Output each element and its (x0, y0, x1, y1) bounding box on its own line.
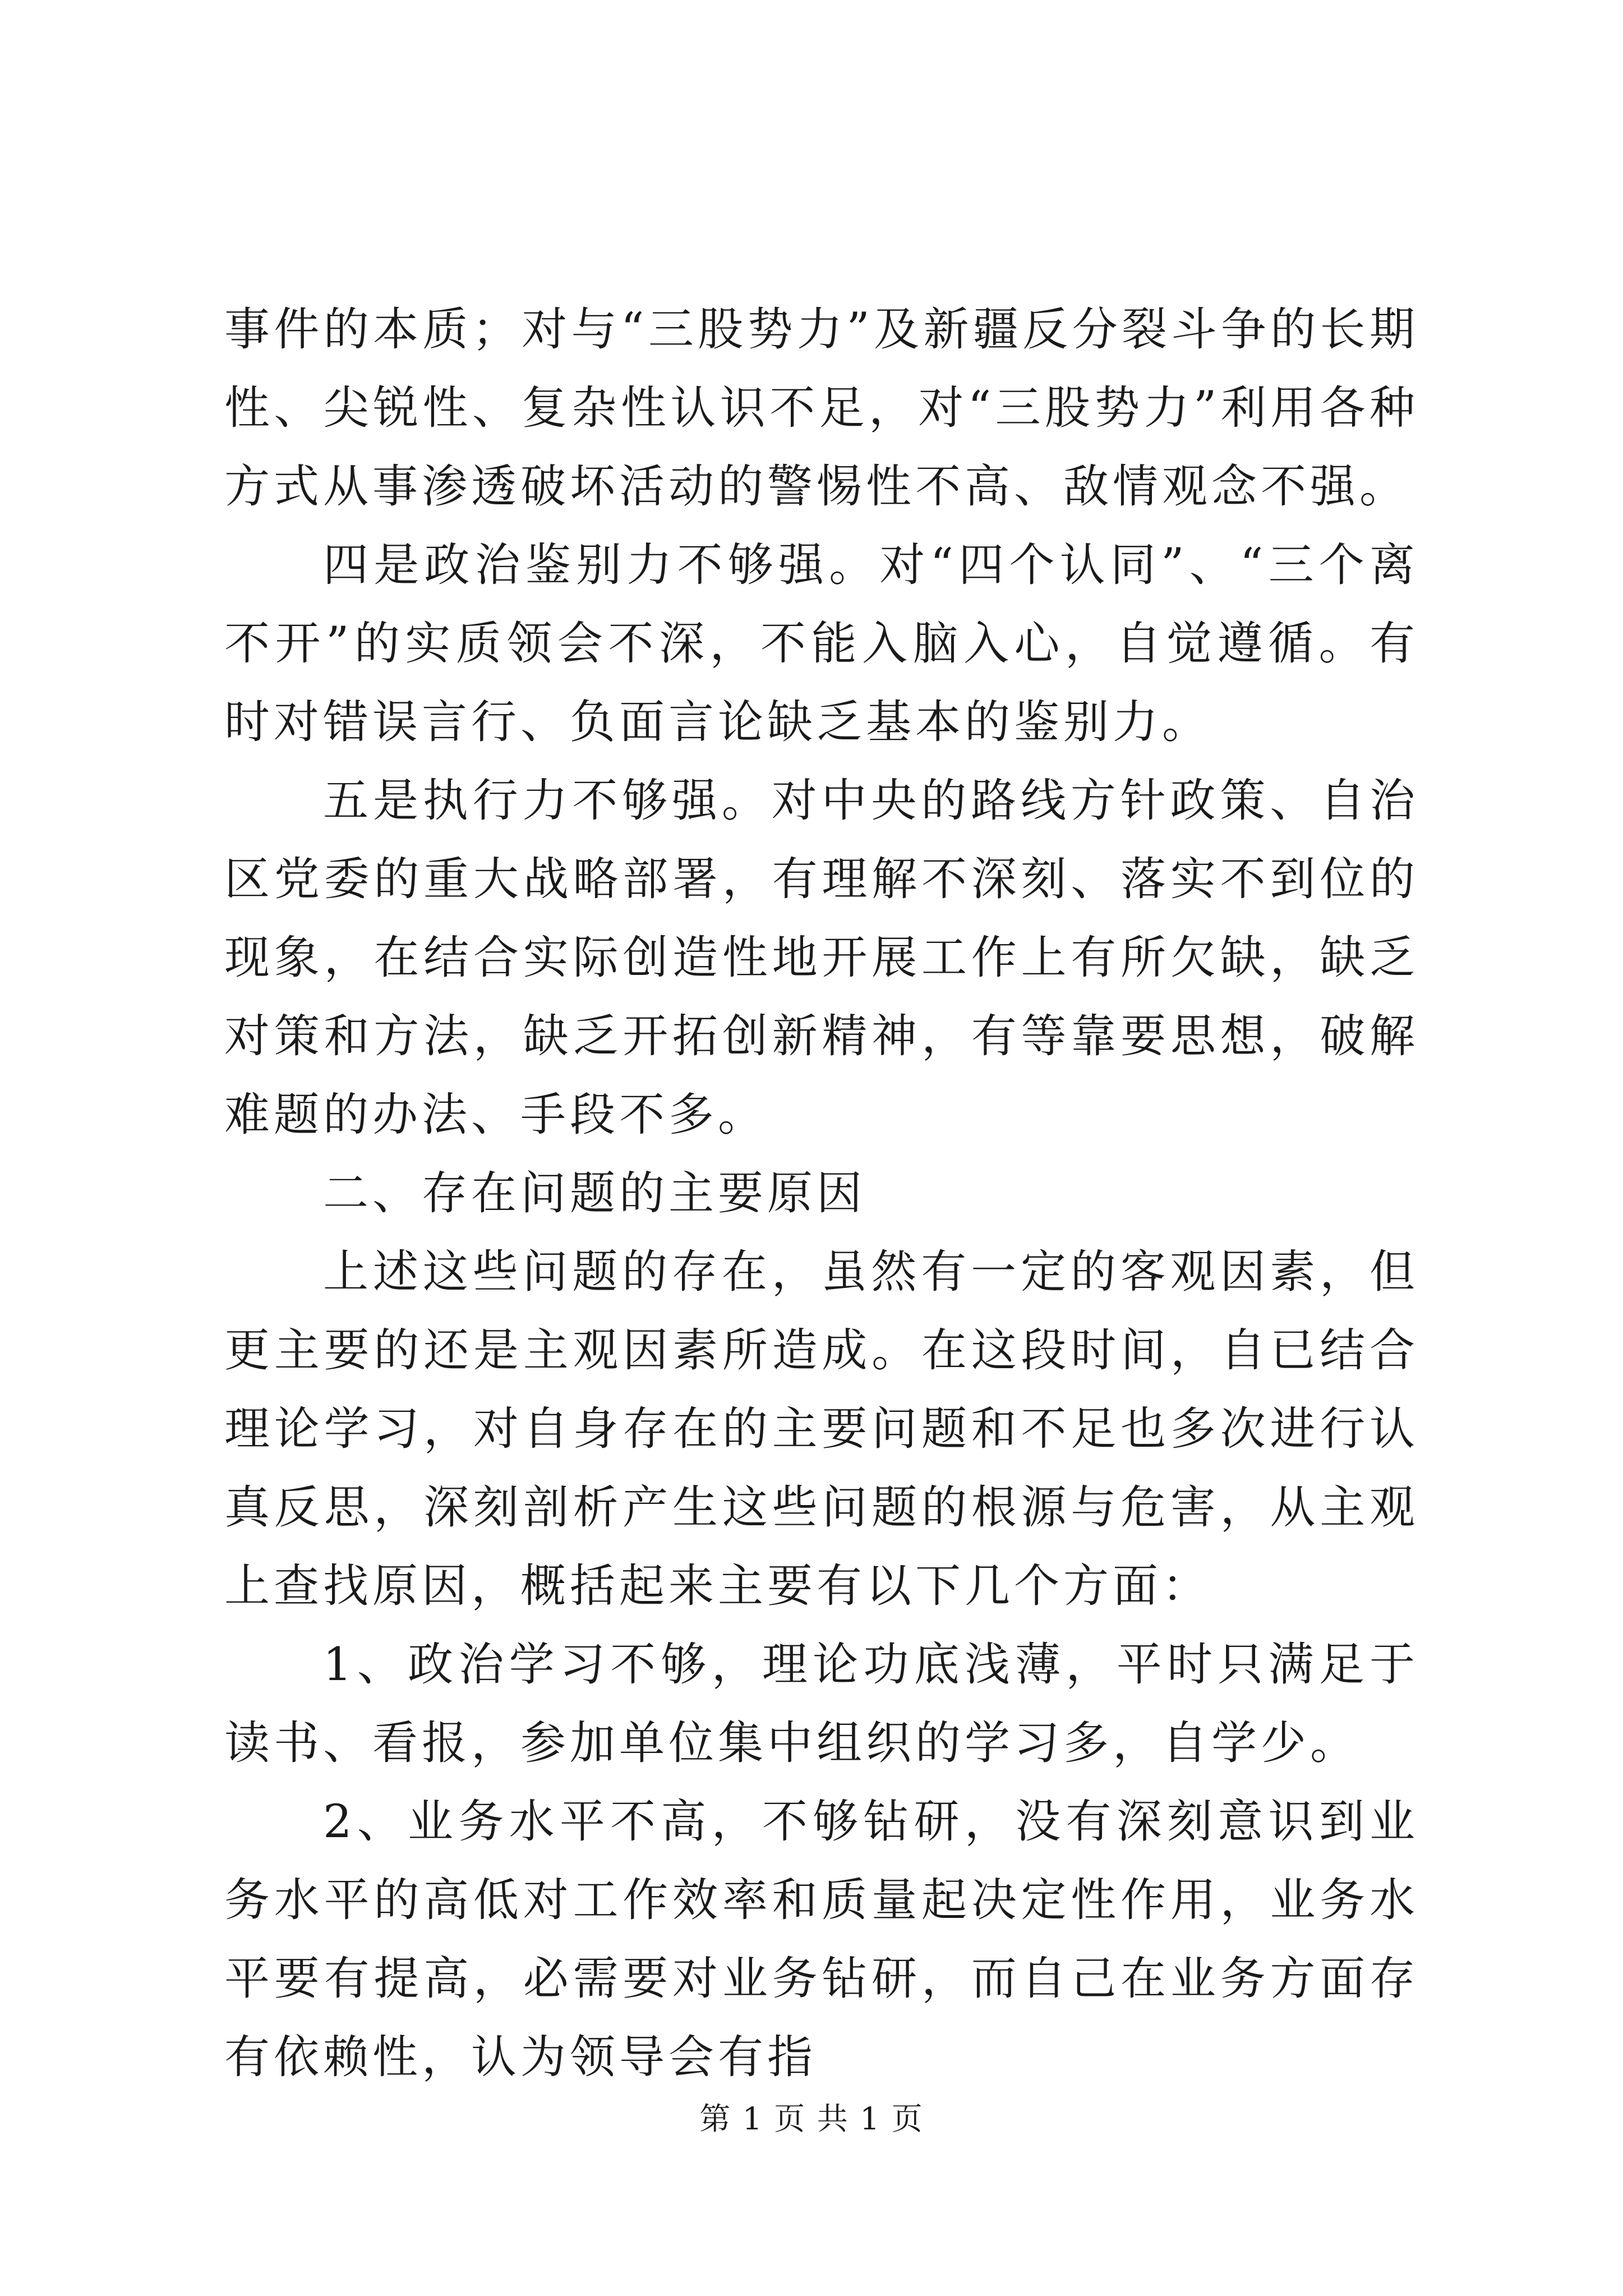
document-body (224, 291, 1419, 2097)
paragraph-1: 事件的本质；对与“三股势力”及新疆反分裂斗争的长期性、尖锐性、复杂性认识不足，对“三股势力”利用各种方式从事渗透破坏活动的警惕性不高、敌情观念不强。 (224, 303, 1419, 513)
paragraph-3: 五是执行力不够强。对中央的路线方针政策、自治区党委的重大战略部署，有理解不深刻、落实不到位的现象，在结合实际创造性地开展工作上有所欠缺，缺乏对策和方法，缺乏开拓创新精神，有等靠要思想，破解难题的办法、手段不多。 (224, 775, 1419, 1142)
paragraph-5: 上述这些问题的存在，虽然有一定的客观因素，但更主要的还是主观因素所造成。在这段时间，自已结合理论学习，对自身存在的主要问题和不足也多次进行认真反思，深刻剖析产生这些问题的根源与危害，从主观上查找原因，概括起来主要有以下几个方面： (224, 1246, 1419, 1613)
section-heading: 二、存在问题的主要原因 (323, 1167, 866, 1220)
paragraph-2: 四是政治鉴别力不够强。对“四个认同”、“三个离不开”的实质领会不深，不能入脑入心，自觉遵循。有时对错误言行、负面言论缺乏基本的鉴别力。 (224, 539, 1419, 749)
page-footer: 第 1 页 共 1 页 (699, 2101, 924, 2137)
paragraph-7: 2、业务水平不高，不够钻研，没有深刻意识到业务水平的高低对工作效率和质量起决定性作用，业务水平要有提高，必需要对业务钻研，而自己在业务方面存有依赖性，认为领导会有指 (224, 1796, 1419, 2084)
paragraph-6: 1、政治学习不够，理论功底浅薄，平时只满足于读书、看报，参加单位集中组织的学习多，自学少。 (224, 1639, 1419, 1770)
